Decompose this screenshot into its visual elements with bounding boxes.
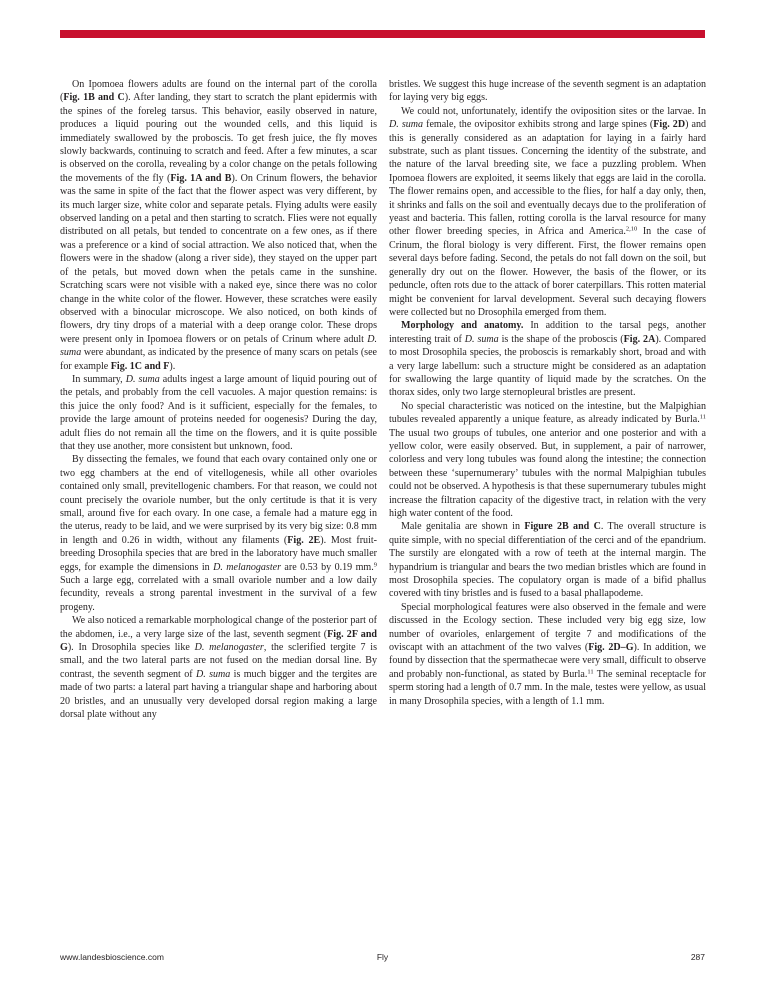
bold-text: Fig. 2F and G <box>60 628 377 654</box>
text-run: No special characteristic was noticed on the intestine, but the Malpighian tubules revealed apparently a unique feature, as already indicated by Burla. <box>389 400 706 426</box>
text-run: ). In addition, we found by dissection that the spermathecae were very small, difficult to observe and probably non-functional, as stated by Burla. <box>389 642 707 680</box>
paragraph <box>389 520 706 600</box>
page-number: 287 <box>690 952 705 962</box>
text-run: ). <box>169 360 176 372</box>
bold-text: Figure 2B and C <box>524 521 601 533</box>
text-run: ) and this is generally considered as an adaptation for laying in a fairly hard substrate, such as plant tissues. Concerning the identity of the substrate, and the nature of the larval breeding site, we face a puzzling problem. When Ipomoea flowers are exploited, it seems likely that eggs are laid in the corolla. The flower remains open, and accessible to the flies, for half a day only, then, it shrinks and falls on the soil and eventually decays due to the proliferation of yeast and bacteria. This fallen, rotting corolla is the larval resource for many other flower breeding species, in Africa and America. <box>389 119 706 238</box>
bold-text: Fig. 2A <box>623 333 656 345</box>
paragraph <box>389 105 706 320</box>
bold-text: Fig. 2D <box>653 119 686 131</box>
citation-superscript: 11 <box>587 668 594 676</box>
text-run: ). On Crinum flowers, the behavior was the same in spite of the fact that the flower aspect was very different, by its much larger size, white color and separate petals. Flying adults were easily observed landing on a petal and then starting to scratch. Flies were not equally distributed on all petals, but tended to concentrate on a few ones, as if there was a preference or a kind of social attraction. We also noticed that, when the flowers were in the shadow (along a river side), they stayed on the upper part of the petals, but moved down when the petals came in the sunshine. Scratching scars were not visible with a naked eye, since there was no color change in the white color of the flower. However, these scratches were easily observed with a binocular microscope. We also noticed, on both kinds of flowers, dry tiny drops of a material with a deep orange color. These drops were present only in Ipomoea flowers or on petals of Crinum where adult <box>60 172 378 345</box>
text-run: ). Compared to most Drosophila species, the proboscis is remarkably short, broad and with a very large labellum: such a structure might be considered as an adaptation for swallowing the large quantity of liquid made by the scratches. On the thorax sides, only two large sternopleural bristles are present. <box>389 333 706 399</box>
text-run: Such a large egg, correlated with a small ovariole number and a low daily fecundity, reveals a strong parental investment in the survival of a few progeny. <box>60 575 377 613</box>
text-run: We could not, unfortunately, identify the oviposition sites or the larvae. In <box>401 105 706 117</box>
text-run: We also noticed a remarkable morphological change of the posterior part of the abdomen, i.e., a very large size of the last, seventh segment ( <box>60 615 377 640</box>
bold-text: Morphology and anatomy. <box>401 320 524 332</box>
bold-text: Fig. 2E <box>287 534 321 546</box>
text-run: ). Most fruit-breeding Drosophila species that are bred in the laboratory have much smaller eggs, for example the dimensions in <box>60 534 378 573</box>
header-accent-bar <box>60 30 705 38</box>
text-run: By dissecting the females, we found that each ovary contained only one or two egg chambers at the end of vitellogenesis, while all other ovarioles contained only small, previtellogenic chambers. For that reason, we could not count precisely the ovariole number, but the only certitude is that it is very small, around five for each ovary. In one case, a female had a mature egg in the uterus, ready to be laid, and we were surprised by its very big size: 0.8 mm in length and 0.26 in width, without any filaments ( <box>60 454 377 546</box>
paragraph <box>60 373 377 453</box>
text-run: The seminal receptacle for sperm storing had a length of 0.7 mm. In the male, testes were yellow, as usual in many Drosophila species, with a length of 1.1 mm. <box>389 668 706 707</box>
text-run: were abundant, as indicated by the presence of many scars on petals (see for example <box>60 347 377 372</box>
text-run: In the case of Crinum, the floral biology is very different. First, the flower remains open several days before fading. Second, the petals do not fall down on the soil, but generally dry out on the flower. However, the basis of the flower, or its peduncle, often rots due to the attack of borer caterpillars. This rotten material might be convenient for larval development. Several such decaying flowers were collected but no Drosophila emerged from them. <box>389 226 706 318</box>
text-run: Male genitalia are shown in <box>401 521 525 533</box>
text-run: is the shape of the proboscis ( <box>498 333 624 345</box>
citation-superscript: 11 <box>699 413 706 421</box>
footer-journal: Fly <box>376 952 389 962</box>
paragraph <box>60 614 377 721</box>
citation-superscript: 2,10 <box>625 225 638 233</box>
text-run: is much bigger and the tergites are made of two parts: a lateral part having a triangular shape and harboring about 20 bristles, and an unusually very developed dorsal region making a large dorsal plate without any <box>60 668 377 721</box>
italic-text: D. suma <box>464 333 499 345</box>
paragraph <box>60 453 377 614</box>
paragraph <box>60 78 377 373</box>
right-column <box>389 78 706 708</box>
text-run: bristles. We suggest this huge increase of the seventh segment is an adaptation for laying very big eggs. <box>389 79 706 104</box>
paragraph <box>389 400 706 521</box>
bold-text: Fig. 1C and F <box>110 360 170 372</box>
text-run: , the sclerified tergite 7 is small, and the two lateral parts are not fused on the median dorsal line. By contrast, the seventh segment of <box>60 642 377 680</box>
footer-url: www.landesbioscience.com <box>60 952 164 962</box>
paragraph <box>389 319 706 399</box>
italic-text: D. suma <box>389 119 424 131</box>
text-run: Special morphological features were also observed in the female and were discussed in the Ecology section. These included very big egg size, low number of ovarioles, enlargement of tergite 7 and modifications of the oviscapt with an attachment of the two valves ( <box>389 601 706 654</box>
text-run: are 0.53 by 0.19 mm. <box>280 561 374 573</box>
left-column <box>60 78 377 722</box>
paragraph <box>389 78 706 105</box>
text-run: adults ingest a large amount of liquid pouring out of the petals, and probably from the cell vacuoles. A major question remains: is this juice the only food? And is it sufficient, especially for the females, to provide the large amount of proteins needed for oogenesis? During the day, adult flies do not remain all the time on the flowers, and it is quite possible that they use another, more consistent but unknown, food. <box>60 373 377 452</box>
text-run: In summary, <box>72 373 126 385</box>
italic-text: D. suma <box>125 373 160 385</box>
text-run: ). In Drosophila species like <box>67 642 195 654</box>
text-run: female, the ovipositor exhibits strong and large spines ( <box>423 119 654 131</box>
citation-superscript: 9 <box>373 561 377 569</box>
bold-text: Fig. 1A and B <box>170 172 232 184</box>
italic-text: D. melanogaster <box>194 642 264 654</box>
text-run: . The overall structure is quite simple, with no special differentiation of the cerci and of the epandrium. The surstily are elongated with a row of teeth at the internal margin. The hypandrium is triangular and bears the two median bristles which are found in most Drosophila species. The copulatory organ is made of a bifid phallus covered with tiny bristles and is fused to a basal phallapodeme. <box>389 521 706 600</box>
text-run: ). After landing, they start to scratch the plant epidermis with the spines of the foreleg tarsus. This behavior, easily observed in nature, produces a liquid pouring out the wounded cells, and this liquid is immediately swallowed by the proboscis. To get fresh juice, the fly moves slowly backwards, continuing to scratch and feed. After a few minutes, a scar is observed on the corolla, revealing by a color change on the petals following the movements of the fly ( <box>60 92 377 184</box>
italic-text: D. suma <box>60 333 377 359</box>
text-run: On Ipomoea flowers adults are found on the internal part of the corolla ( <box>60 79 377 104</box>
paragraph <box>389 601 706 708</box>
text-run: The usual two groups of tubules, one anterior and one posterior and with a yellow color, were easily observed. But, in supplement, a pair of narrower, colorless and very long tubules was found along the intestine; the connection between these ‘supernumerary’ tubules with the normal Malpighian tubules could not be observed. A hypothesis is that these supernumerary tubules might increase the filtration capacity of the digestive tract, in relation with the very high water content of the food. <box>389 427 706 519</box>
italic-text: D. suma <box>195 668 231 680</box>
bold-text: Fig. 1B and C <box>63 92 125 104</box>
text-run: In addition to the tarsal pegs, another interesting trait of <box>389 320 706 345</box>
bold-text: Fig. 2D–G <box>588 642 634 654</box>
italic-text: D. melanogaster <box>213 561 281 573</box>
